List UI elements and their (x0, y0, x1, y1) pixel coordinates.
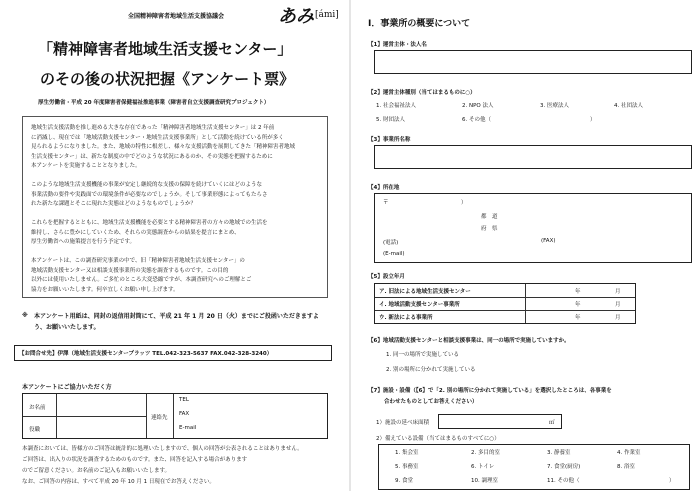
inquiry-box (14, 345, 332, 361)
q4-address-box[interactable] (374, 193, 692, 263)
ami-logo: あみ (278, 6, 314, 27)
q4-label: 【4】所在地 (368, 185, 400, 191)
q3-label: 【3】事業所名称 (368, 137, 411, 143)
q5-year-c: 年 (575, 315, 581, 321)
q2-opt-6[interactable]: 6. その他（ (462, 117, 491, 123)
q6-opt-1[interactable]: 1. 同一の場所で実施している (386, 352, 459, 358)
name-field[interactable] (59, 397, 143, 413)
q5-month-c: 月 (615, 315, 621, 321)
organization-name: 全国精神障害者地域生活支援協議会 (128, 13, 225, 20)
intro-line: 本アンケートは、この調査研究事業の中で、旧「精神障害者地域生活支援センター」の (31, 258, 245, 264)
footer-line: ご回答は、出入りの状況を調査するためのものです。また、回答を記入する場合があります (22, 457, 248, 463)
intro-line: 事業活動の要件や実践面での環境条件が必要なのでしょうか。そして事業形態によってもたらさ (31, 191, 268, 198)
zip-close: ） (461, 200, 467, 206)
q2-opt-6-close: ） (590, 117, 596, 123)
page-divider (349, 0, 351, 491)
tel-label-addr: (電話) (383, 240, 399, 246)
q5-row-b: イ. 地域活動支援センター事業所 (379, 302, 460, 308)
contact-label: 連絡先 (151, 415, 168, 421)
q3-answer-box[interactable] (374, 145, 692, 169)
intro-line: 見られるようになりました。また、地域の特性に根差し、様々な支援活動を展開してきた「精神障害者地域 (31, 144, 296, 150)
floor-area-input[interactable] (438, 414, 562, 429)
q2-opt-3[interactable]: 3. 医療法人 (540, 103, 569, 109)
q1-label: 【1】運営主体・法人名 (368, 42, 427, 48)
intro-line: 維持し、さらに豊かにしていくため、それらの実態調査からの結果を提言にまとめ、 (31, 229, 240, 236)
q5-row-c: ウ. 新法による事業所 (379, 315, 433, 321)
respondent-table (22, 393, 328, 439)
q5-month-b: 月 (615, 302, 621, 308)
footer-line: のでご留意ください。お名前のご記入もお願いいたします。 (22, 468, 171, 474)
respondent-heading: 本アンケートにご協力いただく方 (22, 384, 112, 391)
logo-reading: [ámi] (315, 10, 339, 20)
page-title-line2: のその後の状況把握《アンケート票》 (40, 70, 295, 88)
q5-month-a: 月 (615, 289, 621, 295)
q6-label: 【6】地域活動支援センターと相談支援事業は、同一の場所で実施していますか。 (368, 338, 570, 344)
email-label-addr: (E-mail) (383, 251, 405, 257)
q5-year-a: 年 (575, 289, 581, 295)
facility-10[interactable]: 10. 調理室 (471, 478, 498, 484)
q2-opt-4[interactable]: 4. 社団法人 (614, 103, 643, 109)
q6-opt-2[interactable]: 2. 別の場所に分かれて実施している (386, 367, 476, 373)
facility-11-close: ） (669, 478, 675, 484)
facility-1[interactable]: 1. 集会室 (395, 450, 419, 456)
q5-table (374, 283, 636, 324)
fax-label: FAX (179, 411, 190, 417)
page-subtitle: 厚生労働省・平成 20 年度障害者保健福祉推進事業（障害者自立支援調査研究プロジェクト） (38, 100, 270, 106)
section-heading: Ⅰ．事業所の概要について (368, 19, 471, 29)
floor-area-unit: ㎡ (549, 420, 555, 426)
intro-line: 地域活動支援センター又は相談支援事業所の実態を調査するものです。この目的 (31, 267, 229, 274)
facility-6[interactable]: 6. トイレ (471, 464, 495, 470)
intro-box (22, 116, 328, 298)
deadline-notice: 本アンケート用紙は、同封の返信用封筒にて、平成 21 年 1 月 20 日（火）までにご投函いただきますよう、お願いいたします。 (34, 313, 319, 331)
tel-label: TEL (179, 397, 189, 403)
q2-opt-1[interactable]: 1. 社会福祉法人 (376, 103, 416, 109)
intro-line: 生活支援センター」は、新たな制度の中でどのような状況にあるのか、その実態を把握するために (31, 153, 273, 160)
intro-line: 厚生労働省への施策提言を行う予定です。 (31, 239, 136, 245)
facility-11[interactable]: 11. その他（ (547, 478, 580, 484)
facilities-box (378, 444, 690, 490)
contact-field[interactable] (203, 396, 323, 436)
q7-label-b: 合わせたものとしてお答えください） (384, 399, 478, 405)
left-page (0, 0, 348, 491)
q1-answer-box[interactable] (374, 50, 692, 74)
todo-label: 都 道 (481, 214, 498, 220)
intro-line: れた新たな課題とそこに現れた実態はどのようなものでしょうか？ (31, 201, 197, 207)
q7-2-label: 2）備えている設備（当てはまるものすべてに○） (376, 436, 500, 442)
deadline-mark: ※ (22, 312, 28, 319)
position-field[interactable] (59, 419, 143, 435)
intro-line: 以外には使用いたしません。ご多忙のところ大変恐縮ですが、本調査研究へのご理解とご (31, 277, 252, 283)
facility-7[interactable]: 7. 食堂(厨房) (547, 464, 581, 470)
q7-label-a: 【7】施設・設備（【6】で「2. 別の場所に分かれて実施している」を選択したところは、各事業を (368, 388, 612, 394)
intro-line: に消滅し、現在では「地域活動支援センター・地域生活支援事業所」として活動を続けている所が多く (31, 134, 284, 141)
facility-3[interactable]: 3. 静養室 (547, 450, 571, 456)
facility-2[interactable]: 2. 多目的室 (471, 450, 500, 456)
q5-row-a: ア. 旧法による地域生活支援センター (379, 289, 471, 295)
fax-label-addr: (FAX) (541, 238, 556, 244)
fuken-label: 府 県 (481, 226, 498, 232)
q2-opt-2[interactable]: 2. NPO 法人 (462, 103, 494, 109)
zip-label: 〒 (383, 200, 389, 206)
name-label: お名前 (29, 405, 46, 411)
footer-line: 本調査においては、皆様方のご回答は統計的に処理いたしますので、個人の回答が公表されることはありません。 (22, 446, 303, 452)
q2-opt-5[interactable]: 5. 財団法人 (376, 117, 405, 123)
facility-5[interactable]: 5. 事務室 (395, 464, 419, 470)
intro-line: 地域生活支援活動を推し進める大きな存在であった「精神障害者地域生活支援センター」は 2 年前 (31, 125, 275, 131)
email-label: E-mail (179, 425, 197, 431)
inquiry-text: 【お問合せ先】伊澤（地域生活支援センタープラッツ TEL.042-323-5637 FAX.042-328-3240） (19, 351, 273, 357)
facility-4[interactable]: 4. 作業室 (617, 450, 641, 456)
page-title-line1: 「精神障害者地域生活支援センター」 (38, 40, 293, 58)
footer-line: なお、ご回答の内容は、すべて平成 20 年 10 月 1 日現在でお答えください。 (22, 479, 215, 485)
intro-line: これらを把握するとともに、地域生活支援機能を必要とする精神障害者の方々の地域での生活を (31, 220, 268, 226)
q5-year-b: 年 (575, 302, 581, 308)
q7-1-label: 1）施設の延べ床面積 (376, 420, 429, 426)
intro-line: 協力をお願いいたします。何卒宜しくお願い申し上げます。 (31, 286, 179, 293)
intro-line: このような地域生活支援機能の事業が安定し継続的な支援の保障を続けていくにはどのような (31, 182, 263, 188)
facility-9[interactable]: 9. 食堂 (395, 478, 413, 484)
q5-label: 【5】設立年月 (368, 274, 405, 280)
position-label: 役職 (29, 427, 41, 433)
intro-line: 本アンケートを実施することとなりました。 (31, 163, 141, 169)
facility-8[interactable]: 8. 浴室 (617, 464, 635, 470)
q2-label: 【2】運営主体種別（当てはまるものに○） (368, 90, 476, 96)
right-page (352, 0, 700, 491)
